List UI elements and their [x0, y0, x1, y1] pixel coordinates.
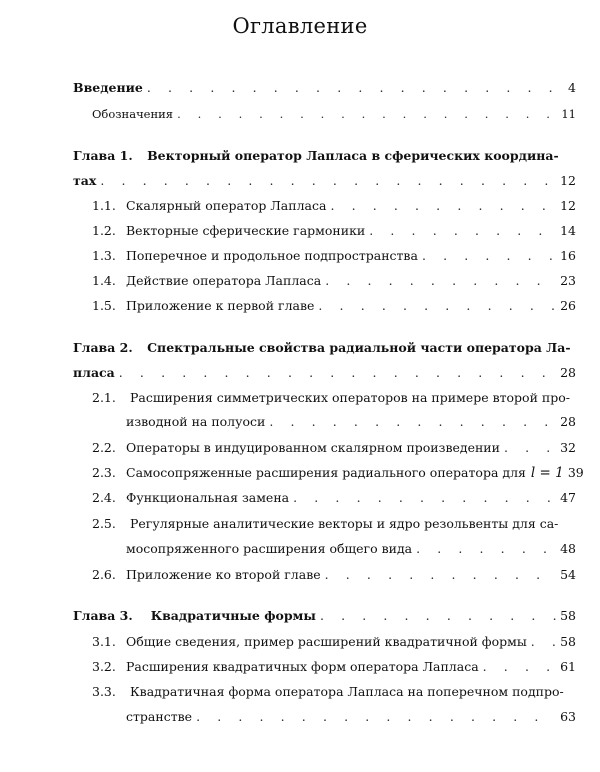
- entry-page: 61: [560, 659, 576, 674]
- toc-section-1-4[interactable]: [92, 270, 576, 292]
- section-label: Квадратичная форма оператора Лапласа на поперечном подпро-: [129, 684, 564, 699]
- leader-dots: [318, 295, 556, 317]
- leader-dots: [416, 538, 556, 560]
- leader-dots: [483, 656, 556, 678]
- section-number: 2.1.: [92, 390, 116, 405]
- entry-page: 26: [560, 298, 576, 313]
- entry-page: 48: [560, 541, 576, 556]
- toc-chapter-3[interactable]: [73, 605, 576, 627]
- section-label-cont: странстве: [126, 709, 193, 724]
- toc-section-2-1-line1[interactable]: [92, 387, 576, 409]
- section-number: 2.3.: [92, 465, 116, 480]
- section-label: Поперечное и продольное подпространства: [126, 248, 418, 263]
- chapter-title: Векторный оператор Лапласа в сферических координа-: [147, 148, 559, 163]
- section-number: 2.6.: [92, 567, 116, 582]
- entry-page: 23: [560, 273, 576, 288]
- entry-page: 58: [560, 608, 576, 623]
- entry-page: 39: [567, 465, 584, 480]
- chapter-number: Глава 3.: [73, 608, 133, 623]
- section-label: Расширения симметрических операторов на примере второй про-: [129, 390, 570, 405]
- section-label: Функциональная замена: [126, 490, 290, 505]
- toc-section-2-2[interactable]: [92, 437, 576, 459]
- section-label: Общие сведения, пример расширений квадратичной формы: [126, 634, 527, 649]
- leader-dots: [531, 631, 556, 653]
- toc-section-2-4[interactable]: [92, 487, 576, 509]
- toc-section-2-3[interactable]: [92, 462, 584, 484]
- entry-label: Введение: [73, 80, 143, 95]
- chapter-title-cont: тах: [73, 173, 97, 188]
- section-label: Скалярный оператор Лапласа: [126, 198, 327, 213]
- entry-page: 63: [560, 709, 576, 724]
- section-label: Регулярные аналитические векторы и ядро резольвенты для са-: [129, 516, 559, 531]
- leader-dots: [147, 77, 556, 99]
- section-number: 3.3.: [92, 684, 116, 699]
- section-number: 2.2.: [92, 440, 116, 455]
- math-expression: l = 1: [530, 465, 564, 481]
- section-number: 1.2.: [92, 223, 116, 238]
- leader-dots: [269, 411, 556, 433]
- toc-entry-notation[interactable]: [92, 103, 576, 125]
- chapter-title: Спектральные свойства радиальной части оператора Ла-: [147, 340, 571, 355]
- section-number: 3.1.: [92, 634, 116, 649]
- toc-entry-introduction[interactable]: [73, 77, 576, 99]
- section-number: 1.4.: [92, 273, 116, 288]
- section-label: Действие оператора Лапласа: [126, 273, 322, 288]
- entry-page: 54: [560, 567, 576, 582]
- entry-page: 28: [560, 414, 576, 429]
- toc-chapter-2-line1[interactable]: [73, 337, 576, 359]
- entry-page: 32: [560, 440, 576, 455]
- leader-dots: [325, 564, 556, 586]
- entry-page: 12: [560, 173, 576, 188]
- chapter-number: Глава 2.: [73, 340, 133, 355]
- toc-section-1-3[interactable]: [92, 245, 576, 267]
- entry-page: 58: [560, 634, 576, 649]
- entry-page: 11: [561, 107, 576, 121]
- leader-dots: [325, 270, 556, 292]
- entry-page: 14: [560, 223, 576, 238]
- section-number: 1.3.: [92, 248, 116, 263]
- toc-section-3-3-line1[interactable]: [92, 681, 576, 703]
- section-label: Самосопряженные расширения радиального оператора для: [126, 465, 526, 480]
- leader-dots: [369, 220, 556, 242]
- chapter-number: Глава 1.: [73, 148, 133, 163]
- toc-chapter-2-line2[interactable]: [73, 362, 576, 384]
- toc-section-2-6[interactable]: [92, 564, 576, 586]
- leader-dots: [196, 706, 556, 728]
- entry-page: 28: [560, 365, 576, 380]
- leader-dots: [504, 437, 556, 459]
- leader-dots: [422, 245, 556, 267]
- toc-section-2-5-line2[interactable]: [92, 538, 576, 560]
- section-number: 2.5.: [92, 516, 116, 531]
- chapter-title: Квадратичные формы: [150, 608, 316, 623]
- section-number: 1.5.: [92, 298, 116, 313]
- leader-dots: [330, 195, 556, 217]
- toc-section-3-2[interactable]: [92, 656, 576, 678]
- section-label: Приложение ко второй главе: [126, 567, 321, 582]
- toc-section-2-5-line1[interactable]: [92, 513, 576, 535]
- entry-page: 4: [568, 80, 576, 95]
- toc-chapter-1-line1[interactable]: [73, 145, 576, 167]
- section-number: 3.2.: [92, 659, 116, 674]
- toc-section-3-1[interactable]: [92, 631, 576, 653]
- section-label: Расширения квадратичных форм оператора Лапласа: [126, 659, 479, 674]
- entry-page: 12: [560, 198, 576, 213]
- section-label: Операторы в индуцированном скалярном произведении: [126, 440, 500, 455]
- section-label: Векторные сферические гармоники: [126, 223, 366, 238]
- leader-dots: [320, 605, 556, 627]
- section-number: 2.4.: [92, 490, 116, 505]
- toc-section-2-1-line2[interactable]: [92, 411, 576, 433]
- toc-chapter-1-line2[interactable]: [73, 170, 576, 192]
- entry-label: Обозначения: [92, 107, 174, 121]
- leader-dots: [177, 103, 556, 125]
- toc-section-3-3-line2[interactable]: [92, 706, 576, 728]
- toc-section-1-2[interactable]: [92, 220, 576, 242]
- section-label-cont: изводной на полуоси: [126, 414, 266, 429]
- entry-page: 16: [560, 248, 576, 263]
- leader-dots: [119, 362, 556, 384]
- chapter-title-cont: пласа: [73, 365, 115, 380]
- leader-dots: [293, 487, 556, 509]
- toc-section-1-1[interactable]: [92, 195, 576, 217]
- page-title: Оглавление: [232, 14, 368, 38]
- leader-dots: [100, 170, 556, 192]
- toc-section-1-5[interactable]: [92, 295, 576, 317]
- entry-page: 47: [560, 490, 576, 505]
- section-number: 1.1.: [92, 198, 116, 213]
- section-label-cont: мосопряженного расширения общего вида: [126, 541, 413, 556]
- section-label: Приложение к первой главе: [126, 298, 315, 313]
